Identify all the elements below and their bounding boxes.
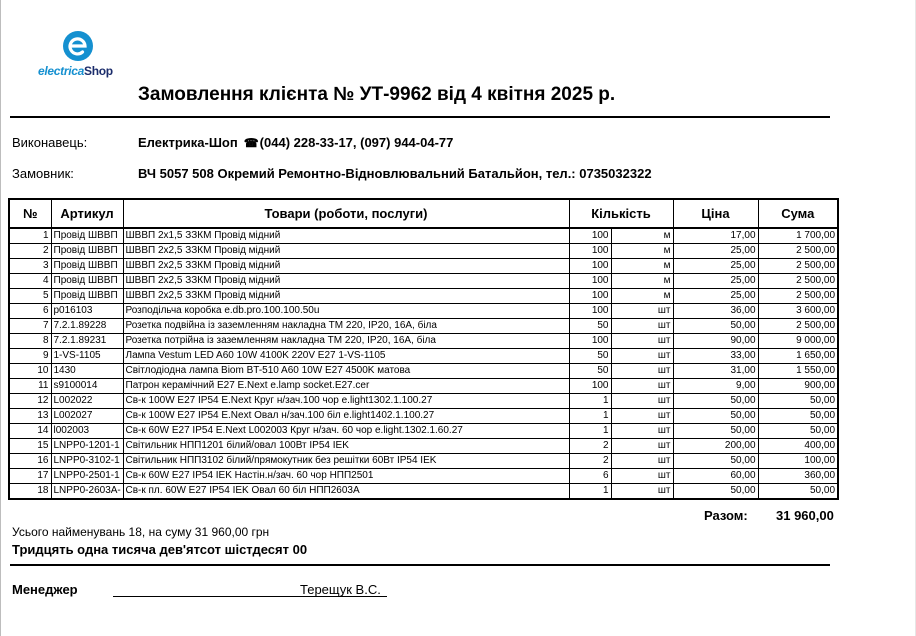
table-row [9,394,838,409]
logo-text-part1: electrica [38,64,85,78]
table-header-row [9,199,838,228]
table-row [9,379,838,394]
page-edge [0,0,1,636]
cell-qty: 1 [569,409,611,424]
cell-unit: шт [611,394,673,409]
cell-unit: м [611,244,673,259]
cell-article: Провід ШВВП [51,289,123,304]
cell-goods: Розетка потрійна із заземленням накладна ТМ 220, IP20, 16А, біла [123,334,569,349]
divider [10,116,830,118]
items-table [8,198,839,500]
cell-unit: м [611,274,673,289]
cell-goods: Св-к 100W E27 IP54 E.Next Овал н/зач.100 біл e.light1402.1.100.27 [123,409,569,424]
cell-goods: Світильник НПП3102 білий/прямокутник без решітки 60Вт IP54 IEK [123,454,569,469]
cell-num: 11 [9,379,51,394]
cell-qty: 100 [569,274,611,289]
header-article: Артикул [51,199,123,228]
cell-price: 25,00 [673,244,758,259]
cell-qty: 50 [569,349,611,364]
cell-article: l002003 [51,424,123,439]
cell-sum: 2 500,00 [758,274,838,289]
cell-qty: 50 [569,319,611,334]
cell-article: Провід ШВВП [51,274,123,289]
cell-unit: шт [611,469,673,484]
cell-unit: шт [611,319,673,334]
cell-price: 17,00 [673,228,758,244]
header-price: Ціна [673,199,758,228]
supplier-label: Виконавець: [12,135,88,150]
cell-num: 6 [9,304,51,319]
cell-article: LNPP0-3102-1 [51,454,123,469]
cell-sum: 50,00 [758,424,838,439]
cell-qty: 6 [569,469,611,484]
cell-qty: 100 [569,304,611,319]
cell-num: 13 [9,409,51,424]
cell-sum: 1 650,00 [758,349,838,364]
table-body [9,228,838,499]
cell-sum: 400,00 [758,439,838,454]
cell-sum: 1 550,00 [758,364,838,379]
cell-price: 50,00 [673,394,758,409]
manager-name: Терещук В.С. [300,582,381,597]
header-sum: Сума [758,199,838,228]
cell-num: 12 [9,394,51,409]
cell-article: L002027 [51,409,123,424]
cell-qty: 2 [569,454,611,469]
table-row [9,304,838,319]
cell-sum: 50,00 [758,394,838,409]
cell-article: p016103 [51,304,123,319]
cell-num: 7 [9,319,51,334]
header-quantity: Кількість [569,199,673,228]
cell-unit: шт [611,439,673,454]
cell-sum: 360,00 [758,469,838,484]
table-row [9,409,838,424]
cell-goods: ШВВП 2х2,5 ЗЗКМ Провід мідний [123,244,569,259]
cell-qty: 1 [569,394,611,409]
cell-price: 36,00 [673,304,758,319]
cell-sum: 2 500,00 [758,259,838,274]
cell-num: 10 [9,364,51,379]
cell-goods: Св-к 60W E27 IP54 IEK Настін.н/зач. 60 чор НПП2501 [123,469,569,484]
cell-sum: 2 500,00 [758,289,838,304]
cell-price: 25,00 [673,259,758,274]
cell-num: 14 [9,424,51,439]
cell-article: LNPP0-1201-1 [51,439,123,454]
cell-article: Провід ШВВП [51,228,123,244]
cell-goods: ШВВП 2х2,5 ЗЗКМ Провід мідний [123,289,569,304]
logo-e-icon [62,30,94,62]
cell-unit: шт [611,304,673,319]
divider [10,564,830,566]
cell-num: 9 [9,349,51,364]
logo-wordmark [38,64,113,78]
cell-unit: шт [611,364,673,379]
cell-sum: 3 600,00 [758,304,838,319]
table-row [9,228,838,244]
cell-price: 50,00 [673,319,758,334]
cell-price: 90,00 [673,334,758,349]
table-row [9,244,838,259]
cell-goods: Світильник НПП1201 білий/овал 100Вт IP54 IEK [123,439,569,454]
cell-goods: Світлодіодна лампа Biom BT-510 A60 10W E27 4500K матова [123,364,569,379]
customer-label: Замовник: [12,166,74,181]
cell-qty: 100 [569,244,611,259]
cell-num: 2 [9,244,51,259]
cell-num: 15 [9,439,51,454]
cell-num: 18 [9,484,51,500]
summary-line: Усього найменувань 18, на суму 31 960,00 грн [12,525,270,539]
cell-price: 50,00 [673,424,758,439]
cell-num: 16 [9,454,51,469]
table-row [9,469,838,484]
cell-unit: шт [611,454,673,469]
cell-article: L002022 [51,394,123,409]
cell-goods: Св-к пл. 60W E27 IP54 IEK Овал 60 біл НПП2603А [123,484,569,500]
header-num: № [9,199,51,228]
table-row [9,334,838,349]
cell-price: 60,00 [673,469,758,484]
cell-article: s9100014 [51,379,123,394]
cell-price: 33,00 [673,349,758,364]
table-row [9,274,838,289]
cell-article: LNPP0-2501-1 [51,469,123,484]
cell-unit: м [611,259,673,274]
cell-unit: шт [611,409,673,424]
customer-value: ВЧ 5057 508 Окремий Ремонтно-Відновлювальний Батальйон, тел.: 0735032322 [138,166,652,181]
cell-article: 1430 [51,364,123,379]
cell-article: 7.2.1.89231 [51,334,123,349]
supplier-name: Електрика-Шоп [138,135,238,150]
phone-icon: ☎ [243,136,259,150]
cell-qty: 100 [569,228,611,244]
table-row [9,364,838,379]
cell-article: 1-VS-1105 [51,349,123,364]
table-row [9,349,838,364]
cell-unit: м [611,228,673,244]
cell-num: 3 [9,259,51,274]
cell-goods: ШВВП 2х1,5 ЗЗКМ Провід мідний [123,228,569,244]
cell-goods: Розподільча коробка e.db.pro.100.100.50u [123,304,569,319]
cell-qty: 100 [569,259,611,274]
cell-qty: 50 [569,364,611,379]
cell-qty: 2 [569,439,611,454]
table-row [9,484,838,500]
cell-num: 8 [9,334,51,349]
cell-unit: шт [611,484,673,500]
table-row [9,289,838,304]
cell-goods: Розетка подвійна із заземленням накладна ТМ 220, IP20, 16А, біла [123,319,569,334]
cell-unit: шт [611,424,673,439]
cell-price: 50,00 [673,454,758,469]
cell-article: Провід ШВВП [51,259,123,274]
cell-goods: ШВВП 2х2,5 ЗЗКМ Провід мідний [123,259,569,274]
cell-price: 25,00 [673,289,758,304]
cell-price: 9,00 [673,379,758,394]
total-label: Разом: [704,508,748,523]
header-goods: Товари (роботи, послуги) [123,199,569,228]
cell-goods: Лампа Vestum LED A60 10W 4100K 220V E27 1-VS-1105 [123,349,569,364]
table-row [9,439,838,454]
cell-sum: 50,00 [758,409,838,424]
cell-sum: 50,00 [758,484,838,500]
cell-unit: шт [611,334,673,349]
amount-in-words: Тридцять одна тисяча дев'ятсот шістдесят 00 [12,542,308,557]
cell-unit: шт [611,349,673,364]
cell-article: Провід ШВВП [51,244,123,259]
cell-qty: 1 [569,484,611,500]
cell-num: 5 [9,289,51,304]
cell-goods: ШВВП 2х2,5 ЗЗКМ Провід мідний [123,274,569,289]
cell-num: 4 [9,274,51,289]
table-row [9,424,838,439]
cell-qty: 100 [569,289,611,304]
cell-sum: 900,00 [758,379,838,394]
cell-price: 25,00 [673,274,758,289]
cell-unit: м [611,289,673,304]
table-row [9,259,838,274]
table-row [9,454,838,469]
cell-num: 17 [9,469,51,484]
cell-sum: 9 000,00 [758,334,838,349]
cell-sum: 100,00 [758,454,838,469]
cell-article: 7.2.1.89228 [51,319,123,334]
cell-sum: 2 500,00 [758,244,838,259]
supplier-info [138,135,453,150]
company-logo [38,30,120,78]
logo-text-part2: Shop [84,64,113,78]
cell-price: 200,00 [673,439,758,454]
table-row [9,319,838,334]
cell-article: LNPP0-2603A- [51,484,123,500]
cell-qty: 1 [569,424,611,439]
cell-qty: 100 [569,379,611,394]
cell-unit: шт [611,379,673,394]
manager-label: Менеджер [12,582,78,597]
cell-sum: 2 500,00 [758,319,838,334]
cell-goods: Св-к 100W E27 IP54 E.Next Круг н/зач.100 чор e.light1302.1.100.27 [123,394,569,409]
cell-goods: Патрон керамічний E27 E.Next e.lamp socket.E27.cer [123,379,569,394]
total-value: 31 960,00 [776,508,834,523]
supplier-phones: (044) 228-33-17, (097) 944-04-77 [259,135,454,150]
cell-price: 50,00 [673,409,758,424]
cell-price: 50,00 [673,484,758,500]
cell-goods: Св-к 60W E27 IP54 E.Next L002003 Круг н/зач. 60 чор e.light.1302.1.60.27 [123,424,569,439]
cell-sum: 1 700,00 [758,228,838,244]
cell-qty: 100 [569,334,611,349]
cell-price: 31,00 [673,364,758,379]
cell-num: 1 [9,228,51,244]
page-title: Замовлення клієнта № УТ-9962 від 4 квітня 2025 р. [138,84,616,105]
